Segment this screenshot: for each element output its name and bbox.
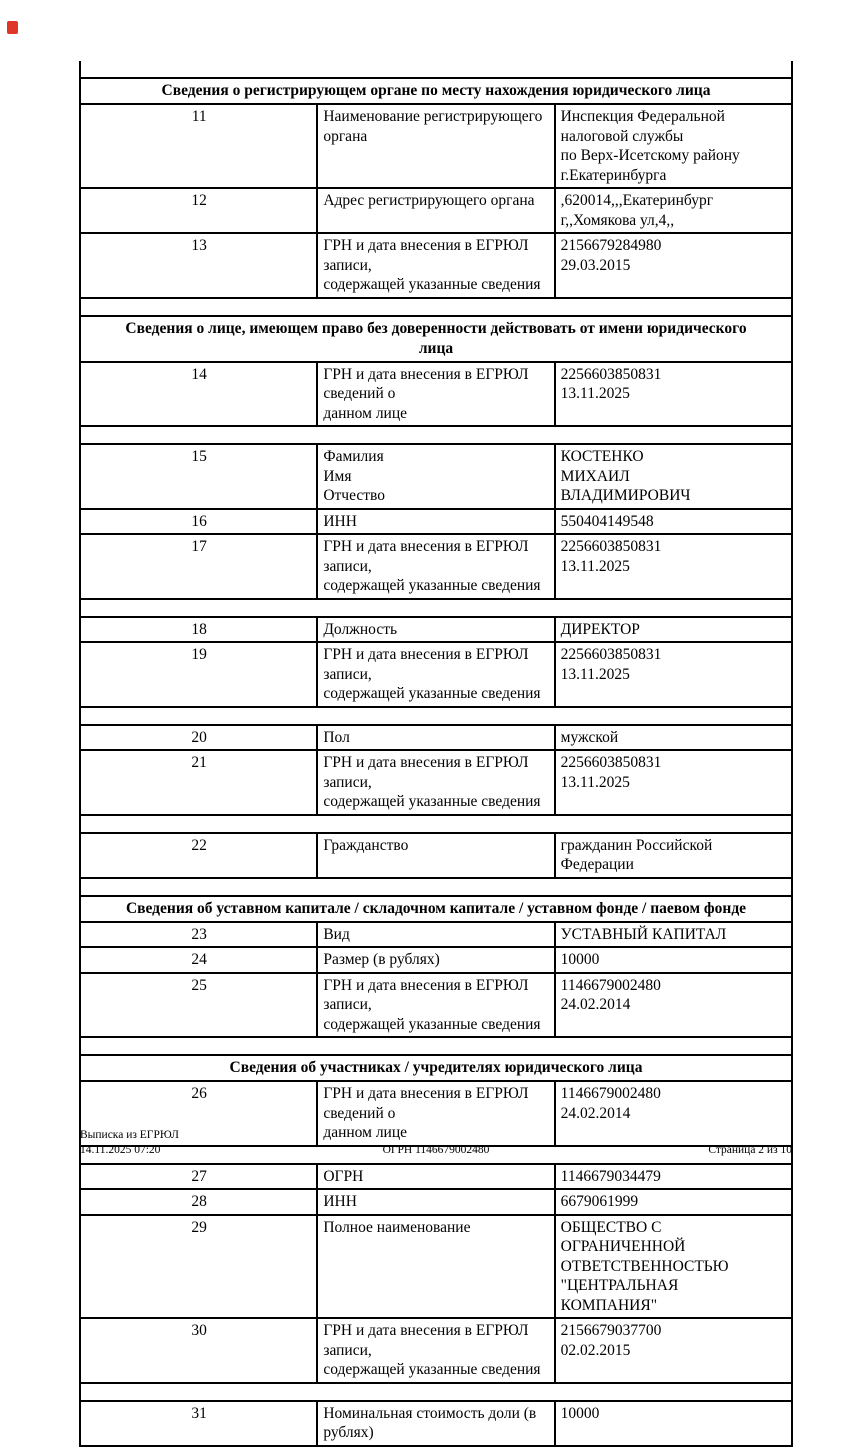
row-number: 17 <box>80 534 317 599</box>
table-row <box>80 750 792 815</box>
row-value-line: 2256603850831 <box>560 754 662 771</box>
row-label-line: ГРН и дата внесения в ЕГРЮЛ сведений о <box>323 365 529 402</box>
row-label <box>317 833 554 878</box>
row-value-line: 6679061999 <box>560 1193 639 1210</box>
row-number: 14 <box>80 362 317 427</box>
red-marker-icon <box>7 21 18 34</box>
row-value <box>555 1164 792 1190</box>
row-number: 29 <box>80 1215 317 1319</box>
row-label-line: ИНН <box>323 512 357 530</box>
row-label-line: ИНН <box>323 1193 357 1210</box>
row-number: 11 <box>80 104 317 188</box>
table-spacer-row <box>80 298 792 316</box>
row-value <box>555 444 792 509</box>
spacer-cell <box>80 599 792 617</box>
row-label <box>317 922 554 948</box>
row-number: 28 <box>80 1189 317 1215</box>
row-label-line: ГРН и дата внесения в ЕГРЮЛ сведений о <box>323 1085 529 1122</box>
row-number: 20 <box>80 725 317 751</box>
row-value-line: 550404149548 <box>560 512 654 530</box>
table-spacer-row <box>80 1383 792 1401</box>
row-label-line: Адрес регистрирующего органа <box>323 192 535 209</box>
row-value-line: 02.02.2015 <box>560 1341 631 1359</box>
row-label-line: Полное наименование <box>323 1218 471 1236</box>
row-label-line: ОГРН <box>323 1167 364 1185</box>
row-value-line: 10000 <box>560 1404 600 1422</box>
row-value <box>555 188 792 233</box>
table-row <box>80 833 792 878</box>
row-number: 25 <box>80 973 317 1038</box>
footer-page-number: Страница 2 из 10 <box>708 1143 792 1156</box>
row-value-line: гражданин Российской Федерации <box>560 836 713 873</box>
row-label <box>317 444 554 509</box>
row-value <box>555 1215 792 1319</box>
row-value-line: 13.11.2025 <box>560 773 630 791</box>
table-row <box>80 1164 792 1190</box>
row-label-line: ГРН и дата внесения в ЕГРЮЛ записи, <box>323 237 529 274</box>
row-label-line: ГРН и дата внесения в ЕГРЮЛ записи, <box>323 754 529 791</box>
spacer-cell <box>80 707 792 725</box>
row-label-line: содержащей указанные сведения <box>323 1015 541 1033</box>
row-value <box>555 642 792 707</box>
row-label-line: содержащей указанные сведения <box>323 577 541 594</box>
row-label-line: ГРН и дата внесения в ЕГРЮЛ записи, <box>323 646 529 683</box>
section-header-row <box>80 1055 792 1081</box>
row-label <box>317 233 554 298</box>
table-row <box>80 1189 792 1215</box>
spacer-cell <box>80 1037 792 1055</box>
row-label-line: Имя <box>323 467 352 485</box>
row-label-line: Вид <box>323 925 350 943</box>
row-value-line: по Верх-Исетскому району г.Екатеринбурга <box>560 147 740 184</box>
row-value-line: ДИРЕКТОР <box>560 620 640 638</box>
row-value <box>555 233 792 298</box>
table-row <box>80 973 792 1038</box>
row-label-line: ГРН и дата внесения в ЕГРЮЛ записи, <box>323 1322 529 1359</box>
section-header <box>80 1055 792 1081</box>
table-spacer-row <box>80 815 792 833</box>
row-label-line: содержащей указанные сведения <box>323 685 541 702</box>
table-row <box>80 104 792 188</box>
table-row <box>80 534 792 599</box>
row-value <box>555 833 792 878</box>
row-value <box>555 973 792 1038</box>
row-value-line: КОМПАНИЯ" <box>560 1296 658 1314</box>
row-value-line: УСТАВНЫЙ КАПИТАЛ <box>560 925 727 943</box>
spacer-cell <box>80 298 792 316</box>
table-row <box>80 444 792 509</box>
table-row <box>80 642 792 707</box>
row-label-line: данном лице <box>323 1124 408 1141</box>
row-label-line: данном лице <box>323 404 408 422</box>
row-label <box>317 362 554 427</box>
row-number: 15 <box>80 444 317 509</box>
table-row <box>80 922 792 948</box>
row-value-line: 10000 <box>560 951 600 968</box>
table-row <box>80 188 792 233</box>
table-row <box>80 725 792 751</box>
footer-ogrn: ОГРН 1146679002480 <box>382 1143 490 1156</box>
section-header-line: Сведения об уставном капитале / складочном капитале / уставном фонде / паевом фонде <box>125 899 747 917</box>
row-number: 27 <box>80 1164 317 1190</box>
row-label <box>317 1401 554 1446</box>
row-number: 16 <box>80 509 317 535</box>
row-label <box>317 973 554 1038</box>
row-value-line: МИХАИЛ <box>560 467 630 485</box>
row-value-line: КОСТЕНКО <box>560 448 644 465</box>
section-header <box>80 78 792 104</box>
row-value <box>555 1318 792 1383</box>
section-header-line: Сведения о регистрирующем органе по месту нахождения юридического лица <box>161 82 711 99</box>
row-label <box>317 1189 554 1215</box>
row-value-line: 2156679284980 <box>560 237 662 254</box>
row-number: 13 <box>80 233 317 298</box>
row-label <box>317 947 554 973</box>
row-value <box>555 362 792 427</box>
row-number: 22 <box>80 833 317 878</box>
footer-left <box>80 1128 179 1157</box>
row-number: 18 <box>80 617 317 643</box>
row-label-line: содержащей указанные сведения <box>323 1361 541 1378</box>
section-header-line: Сведения об участниках / учредителях юридического лица <box>229 1059 643 1076</box>
table-spacer-row <box>80 426 792 444</box>
section-header-row <box>80 78 792 104</box>
row-value-line: 1146679034479 <box>560 1167 661 1185</box>
row-value-line: ОБЩЕСТВО С ОГРАНИЧЕННОЙ <box>560 1218 686 1255</box>
row-value <box>555 509 792 535</box>
row-number: 19 <box>80 642 317 707</box>
row-number: 31 <box>80 1401 317 1446</box>
row-value-line: 2256603850831 <box>560 646 662 663</box>
section-header-line: Сведения о лице, имеющем право без доверенности действовать от имени юридического <box>125 319 747 337</box>
section-header <box>80 316 792 362</box>
row-label-line: Номинальная стоимость доли (в рублях) <box>323 1404 537 1441</box>
table-spacer-row <box>80 599 792 617</box>
row-label-line: Гражданство <box>323 836 409 854</box>
row-label-line: содержащей указанные сведения <box>323 793 541 810</box>
row-label-line: содержащей указанные сведения <box>323 276 541 293</box>
table-row <box>80 617 792 643</box>
table-row <box>80 1318 792 1383</box>
table-row <box>80 1401 792 1446</box>
table-spacer-row <box>80 1037 792 1055</box>
row-label <box>317 1318 554 1383</box>
row-value-line: 24.02.2014 <box>560 996 631 1013</box>
spacer-cell <box>80 426 792 444</box>
row-number: 23 <box>80 922 317 948</box>
row-number: 21 <box>80 750 317 815</box>
row-value-line: 13.11.2025 <box>560 557 630 575</box>
footer-timestamp: 14.11.2025 07:20 <box>80 1143 161 1156</box>
row-value-line: 29.03.2015 <box>560 256 631 274</box>
row-value <box>555 617 792 643</box>
row-label-line: Пол <box>323 728 350 746</box>
row-value-line: 13.11.2025 <box>560 665 630 683</box>
row-value-line: 1146679002480 <box>560 1085 661 1102</box>
spacer-cell <box>80 1383 792 1401</box>
row-value-line: 13.11.2025 <box>560 385 630 402</box>
row-value <box>555 725 792 751</box>
table-row <box>80 947 792 973</box>
section-header-row <box>80 896 792 922</box>
egrul-table <box>79 61 793 1447</box>
row-label-line: Фамилия <box>323 448 384 465</box>
section-header-line: лица <box>418 339 454 357</box>
row-label-line: Размер (в рублях) <box>323 951 440 968</box>
table-spacer-row <box>80 707 792 725</box>
row-label-line: Наименование регистрирующего органа <box>323 108 543 145</box>
row-label <box>317 509 554 535</box>
row-label <box>317 642 554 707</box>
row-number: 24 <box>80 947 317 973</box>
row-number: 26 <box>80 1081 317 1146</box>
section-header <box>80 896 792 922</box>
row-value-line: ОТВЕТСТВЕННОСТЬЮ "ЦЕНТРАЛЬНАЯ <box>560 1257 729 1294</box>
row-value-line: ,620014,,,Екатеринбург г,,Хомякова ул,4,, <box>560 192 714 229</box>
row-value <box>555 750 792 815</box>
footer-doc-title: Выписка из ЕГРЮЛ <box>80 1129 179 1141</box>
row-label-line: ГРН и дата внесения в ЕГРЮЛ записи, <box>323 976 529 1013</box>
spacer-cell <box>80 61 792 78</box>
table-row <box>80 362 792 427</box>
row-value-line: ВЛАДИМИРОВИЧ <box>560 487 691 504</box>
section-header-row <box>80 316 792 362</box>
row-label-line: Отчество <box>323 487 385 504</box>
page-footer <box>80 1128 792 1157</box>
row-value-line: 2256603850831 <box>560 538 662 555</box>
table-row <box>80 233 792 298</box>
row-label <box>317 1164 554 1190</box>
row-number: 12 <box>80 188 317 233</box>
row-label <box>317 750 554 815</box>
row-label <box>317 534 554 599</box>
row-value <box>555 104 792 188</box>
row-value <box>555 1401 792 1446</box>
table-row <box>80 509 792 535</box>
row-value-line: Инспекция Федеральной налоговой службы <box>560 108 725 145</box>
table-row <box>80 1215 792 1319</box>
row-value-line: мужской <box>560 728 619 746</box>
table-spacer-row <box>80 878 792 896</box>
row-label <box>317 188 554 233</box>
row-value <box>555 922 792 948</box>
row-value-line: 2256603850831 <box>560 365 662 383</box>
row-label-line: Должность <box>323 620 398 638</box>
row-label <box>317 1215 554 1319</box>
row-value <box>555 1189 792 1215</box>
row-value <box>555 947 792 973</box>
spacer-cell <box>80 878 792 896</box>
row-label <box>317 104 554 188</box>
row-value-line: 2156679037700 <box>560 1322 662 1339</box>
spacer-cell <box>80 815 792 833</box>
row-value-line: 1146679002480 <box>560 976 661 994</box>
row-label-line: ГРН и дата внесения в ЕГРЮЛ записи, <box>323 538 529 575</box>
table-spacer-row <box>80 61 792 78</box>
row-label <box>317 725 554 751</box>
row-label <box>317 617 554 643</box>
row-value-line: 24.02.2014 <box>560 1104 631 1122</box>
row-value <box>555 534 792 599</box>
row-number: 30 <box>80 1318 317 1383</box>
